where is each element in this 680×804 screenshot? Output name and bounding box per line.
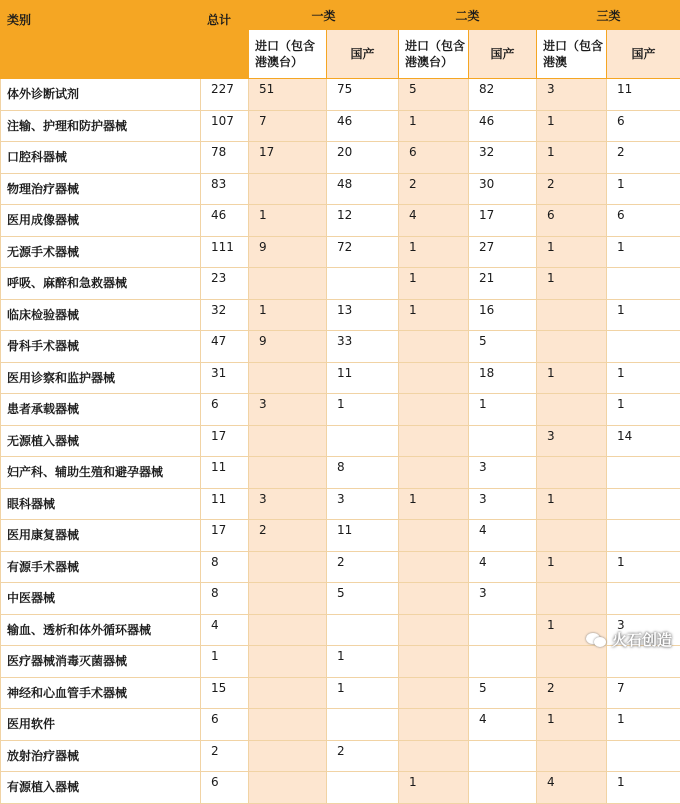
cell-total: 6	[201, 709, 249, 741]
table-row	[1, 362, 680, 394]
cell-count	[399, 394, 469, 426]
cell-count	[249, 457, 327, 489]
row-category-name: 医疗器械消毒灭菌器械	[1, 646, 201, 678]
cell-count: 2	[327, 551, 399, 583]
cell-total: 78	[201, 142, 249, 174]
cell-count: 1	[399, 110, 469, 142]
cell-count: 21	[469, 268, 537, 300]
cell-count	[399, 425, 469, 457]
cell-count: 2	[399, 173, 469, 205]
cell-count: 6	[537, 205, 607, 237]
cell-total: 6	[201, 394, 249, 426]
cell-total: 23	[201, 268, 249, 300]
cell-count: 8	[327, 457, 399, 489]
cell-count: 5	[327, 583, 399, 615]
cell-count	[327, 772, 399, 804]
cell-total: 11	[201, 457, 249, 489]
cell-count: 16	[469, 299, 537, 331]
table-row	[1, 394, 680, 426]
cell-count: 1	[607, 236, 680, 268]
cell-count: 4	[469, 520, 537, 552]
cell-count: 4	[399, 205, 469, 237]
cell-count: 4	[537, 772, 607, 804]
subheader-class2-domestic: 国产	[469, 30, 537, 79]
cell-count: 11	[327, 362, 399, 394]
cell-count	[537, 740, 607, 772]
cell-count	[537, 520, 607, 552]
row-category-name: 呼吸、麻醉和急救器械	[1, 268, 201, 300]
cell-count: 11	[607, 79, 680, 111]
cell-count	[399, 362, 469, 394]
row-category-name: 无源手术器械	[1, 236, 201, 268]
watermark	[586, 629, 672, 650]
cell-count: 1	[399, 236, 469, 268]
cell-count: 1	[607, 551, 680, 583]
cell-count	[249, 614, 327, 646]
cell-count: 5	[399, 79, 469, 111]
row-category-name: 临床检验器械	[1, 299, 201, 331]
cell-count: 27	[469, 236, 537, 268]
cell-count	[469, 740, 537, 772]
cell-count: 1	[327, 646, 399, 678]
cell-count: 2	[249, 520, 327, 552]
cell-count: 3	[249, 488, 327, 520]
cell-count	[399, 740, 469, 772]
cell-count: 51	[249, 79, 327, 111]
cell-count: 12	[327, 205, 399, 237]
cell-count: 2	[327, 740, 399, 772]
cell-count	[469, 425, 537, 457]
cell-count: 1	[537, 709, 607, 741]
header-category: 类别	[1, 1, 201, 79]
subheader-class1-import: 进口（包含港澳台）	[249, 30, 327, 79]
cell-count: 17	[469, 205, 537, 237]
table-header	[1, 1, 680, 79]
subheader-class3-domestic: 国产	[607, 30, 680, 79]
cell-count: 3	[327, 488, 399, 520]
cell-count: 1	[399, 299, 469, 331]
cell-count	[249, 677, 327, 709]
cell-count: 6	[607, 205, 680, 237]
cell-count	[537, 331, 607, 363]
cell-count	[249, 772, 327, 804]
cell-count: 9	[249, 331, 327, 363]
cell-total: 32	[201, 299, 249, 331]
cell-count	[607, 520, 680, 552]
cell-count: 3	[469, 457, 537, 489]
cell-count: 3	[469, 488, 537, 520]
cell-count	[607, 488, 680, 520]
cell-count	[399, 551, 469, 583]
cell-count: 13	[327, 299, 399, 331]
cell-count	[249, 362, 327, 394]
cell-count: 6	[607, 110, 680, 142]
cell-count	[537, 299, 607, 331]
table-row	[1, 110, 680, 142]
cell-count: 46	[327, 110, 399, 142]
cell-count: 1	[537, 614, 607, 646]
table-row	[1, 740, 680, 772]
table-row	[1, 551, 680, 583]
cell-count: 1	[537, 362, 607, 394]
cell-count	[607, 583, 680, 615]
cell-total: 111	[201, 236, 249, 268]
cell-total: 17	[201, 520, 249, 552]
cell-count: 1	[607, 173, 680, 205]
cell-count: 1	[537, 551, 607, 583]
cell-count	[469, 614, 537, 646]
cell-count	[537, 457, 607, 489]
cell-count: 20	[327, 142, 399, 174]
cell-count: 1	[327, 677, 399, 709]
table-row	[1, 331, 680, 363]
cell-count: 3	[607, 614, 680, 646]
cell-count	[249, 709, 327, 741]
cell-count: 1	[607, 299, 680, 331]
header-class-3: 三类	[537, 1, 680, 30]
cell-total: 31	[201, 362, 249, 394]
cell-count: 1	[537, 142, 607, 174]
row-category-name: 放射治疗器械	[1, 740, 201, 772]
header-class-2: 二类	[399, 1, 537, 30]
cell-count	[607, 331, 680, 363]
cell-count: 18	[469, 362, 537, 394]
row-category-name: 无源植入器械	[1, 425, 201, 457]
row-category-name: 物理治疗器械	[1, 173, 201, 205]
cell-count: 1	[327, 394, 399, 426]
watermark-text: 火石创造	[612, 629, 672, 650]
subheader-class3-import: 进口（包含港澳	[537, 30, 607, 79]
cell-total: 15	[201, 677, 249, 709]
cell-count: 1	[399, 268, 469, 300]
cell-count: 1	[469, 394, 537, 426]
cell-count	[327, 425, 399, 457]
cell-count	[399, 583, 469, 615]
cell-count: 2	[607, 142, 680, 174]
cell-count	[399, 646, 469, 678]
row-category-name: 眼科器械	[1, 488, 201, 520]
cell-count	[249, 583, 327, 615]
cell-count: 3	[537, 425, 607, 457]
table-body	[1, 79, 680, 804]
cell-count: 46	[469, 110, 537, 142]
cell-count	[469, 646, 537, 678]
row-category-name: 输血、透析和体外循环器械	[1, 614, 201, 646]
row-category-name: 中医器械	[1, 583, 201, 615]
cell-count	[249, 173, 327, 205]
header-total: 总计	[201, 1, 249, 79]
cell-count	[399, 331, 469, 363]
cell-count: 72	[327, 236, 399, 268]
row-category-name: 有源手术器械	[1, 551, 201, 583]
table-row	[1, 268, 680, 300]
cell-count	[607, 646, 680, 678]
cell-count: 3	[469, 583, 537, 615]
cell-count: 14	[607, 425, 680, 457]
cell-count: 82	[469, 79, 537, 111]
cell-count: 1	[399, 488, 469, 520]
table-row	[1, 299, 680, 331]
cell-count	[607, 268, 680, 300]
cell-count: 6	[399, 142, 469, 174]
cell-total: 2	[201, 740, 249, 772]
row-category-name: 医用软件	[1, 709, 201, 741]
cell-count: 1	[399, 772, 469, 804]
table-row	[1, 677, 680, 709]
cell-count: 4	[469, 709, 537, 741]
cell-count	[399, 520, 469, 552]
table-row	[1, 709, 680, 741]
cell-count	[249, 740, 327, 772]
cell-count	[469, 772, 537, 804]
cell-count: 1	[607, 709, 680, 741]
cell-count: 9	[249, 236, 327, 268]
subheader-class2-import: 进口（包含港澳台）	[399, 30, 469, 79]
cell-count	[249, 551, 327, 583]
cell-count	[607, 457, 680, 489]
cell-count: 2	[537, 677, 607, 709]
cell-count	[327, 709, 399, 741]
cell-count	[399, 614, 469, 646]
cell-count: 75	[327, 79, 399, 111]
cell-count	[537, 646, 607, 678]
cell-count: 1	[607, 362, 680, 394]
row-category-name: 患者承载器械	[1, 394, 201, 426]
table-row	[1, 173, 680, 205]
table-row	[1, 520, 680, 552]
cell-total: 17	[201, 425, 249, 457]
cell-count: 1	[249, 299, 327, 331]
table-row	[1, 236, 680, 268]
cell-count: 5	[469, 331, 537, 363]
row-category-name: 妇产科、辅助生殖和避孕器械	[1, 457, 201, 489]
cell-count: 7	[607, 677, 680, 709]
row-category-name: 医用成像器械	[1, 205, 201, 237]
table-row	[1, 488, 680, 520]
cell-count: 4	[469, 551, 537, 583]
cell-count	[327, 268, 399, 300]
cell-count: 11	[327, 520, 399, 552]
cell-count	[249, 425, 327, 457]
cell-total: 6	[201, 772, 249, 804]
row-category-name: 有源植入器械	[1, 772, 201, 804]
cell-count: 3	[249, 394, 327, 426]
cell-count: 1	[607, 394, 680, 426]
table-row	[1, 205, 680, 237]
wechat-icon	[586, 632, 608, 648]
cell-count	[249, 646, 327, 678]
cell-count: 3	[537, 79, 607, 111]
cell-count: 1	[607, 772, 680, 804]
cell-total: 11	[201, 488, 249, 520]
cell-count	[327, 614, 399, 646]
cell-count: 7	[249, 110, 327, 142]
table-row	[1, 646, 680, 678]
cell-count: 48	[327, 173, 399, 205]
cell-total: 4	[201, 614, 249, 646]
cell-count: 17	[249, 142, 327, 174]
row-category-name: 体外诊断试剂	[1, 79, 201, 111]
table-row	[1, 425, 680, 457]
cell-total: 83	[201, 173, 249, 205]
table-row	[1, 772, 680, 804]
cell-count: 32	[469, 142, 537, 174]
cell-count: 33	[327, 331, 399, 363]
table-row	[1, 79, 680, 111]
cell-total: 46	[201, 205, 249, 237]
table-row	[1, 457, 680, 489]
cell-count	[537, 394, 607, 426]
row-category-name: 医用康复器械	[1, 520, 201, 552]
cell-total: 227	[201, 79, 249, 111]
cell-count: 1	[537, 110, 607, 142]
row-category-name: 口腔科器械	[1, 142, 201, 174]
cell-count	[249, 268, 327, 300]
row-category-name: 骨科手术器械	[1, 331, 201, 363]
cell-count: 2	[537, 173, 607, 205]
row-category-name: 神经和心血管手术器械	[1, 677, 201, 709]
cell-count: 30	[469, 173, 537, 205]
cell-total: 1	[201, 646, 249, 678]
cell-total: 47	[201, 331, 249, 363]
cell-count	[607, 740, 680, 772]
cell-count: 5	[469, 677, 537, 709]
header-class-1: 一类	[249, 1, 399, 30]
subheader-class1-domestic: 国产	[327, 30, 399, 79]
row-category-name: 注输、护理和防护器械	[1, 110, 201, 142]
table-row	[1, 142, 680, 174]
cell-count: 1	[537, 488, 607, 520]
cell-total: 8	[201, 583, 249, 615]
cell-count: 1	[249, 205, 327, 237]
cell-total: 8	[201, 551, 249, 583]
table-row	[1, 614, 680, 646]
cell-count: 1	[537, 268, 607, 300]
cell-count: 1	[537, 236, 607, 268]
table-row	[1, 583, 680, 615]
row-category-name: 医用诊察和监护器械	[1, 362, 201, 394]
cell-total: 107	[201, 110, 249, 142]
cell-count	[399, 709, 469, 741]
cell-count	[399, 457, 469, 489]
cell-count	[537, 583, 607, 615]
cell-count	[399, 677, 469, 709]
